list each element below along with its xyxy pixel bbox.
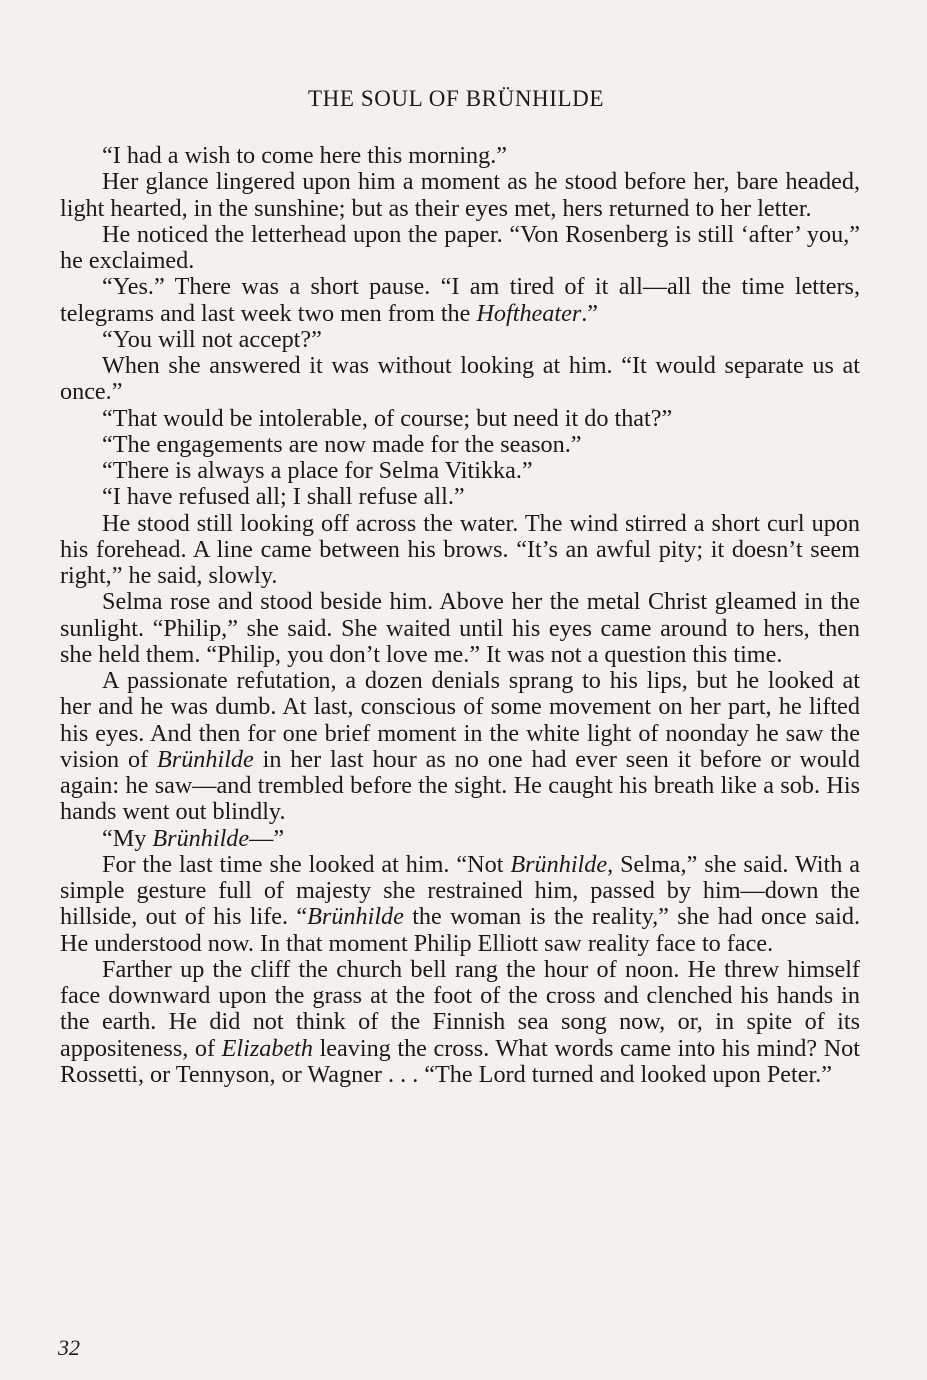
text-run: the woman is the reality,” she had once said. He understood now. In that moment Philip Elliott saw reality face to face. bbox=[60, 903, 860, 957]
text-run: For the last time she looked at him. “Not bbox=[102, 850, 511, 878]
paragraph bbox=[60, 222, 860, 275]
text-run: Farther up the cliff the church bell rang the hour of noon. He threw himself face downward upon the grass at the foot of the cross and clenched his hands in the earth. He did not think of the Finnish sea song now, or, in spite of its appositeness, of bbox=[60, 955, 860, 1062]
paragraph bbox=[60, 589, 860, 668]
page-number: 32 bbox=[58, 1335, 80, 1360]
text-run: .” bbox=[581, 299, 599, 327]
text-run: “The engagements are now made for the season.” bbox=[102, 430, 582, 458]
text-run: He noticed the letterhead upon the paper. “Von Rosenberg is still ‘after’ you,” he exclaimed. bbox=[60, 220, 860, 274]
text-run: in her last hour as no one had ever seen it before or would again: he saw—and trembled before the sight. He caught his breath like a sob. His hands went out blindly. bbox=[60, 745, 860, 826]
text-run: When she answered it was without looking at him. “It would separate us at once.” bbox=[60, 352, 860, 406]
text-run: He stood still looking off across the water. The wind stirred a short curl upon his forehead. A line came between his brows. “It’s an awful pity; it doesn’t seem right,” he said, slowly. bbox=[60, 509, 860, 589]
paragraph bbox=[60, 458, 860, 484]
italic-text: Brünhilde bbox=[307, 903, 404, 931]
paragraph bbox=[60, 511, 860, 590]
italic-text: Brünhilde bbox=[510, 850, 608, 878]
text-run: A passionate refutation, a dozen denials sprang to his lips, but he looked at her and he was dumb. At last, conscious of some movement on her part, he lifted his eyes. And then for one brief moment in the white light of noonday he saw the vision of bbox=[60, 667, 860, 773]
text-run: , Selma,” she said. With a simple gesture full of majesty she restrained him, passed by him—down the hillside, out of his life. “ bbox=[60, 850, 861, 931]
italic-text: Brünhilde bbox=[157, 745, 254, 773]
paragraph bbox=[60, 143, 860, 169]
paragraph bbox=[60, 406, 860, 432]
text-run: “I have refused all; I shall refuse all.” bbox=[102, 483, 465, 511]
text-run: “Yes.” There was a short pause. “I am tired of it all—all the time letters, telegrams and last week two men from the bbox=[60, 273, 860, 327]
paragraph bbox=[60, 484, 860, 510]
paragraph bbox=[60, 826, 860, 852]
paragraph bbox=[60, 353, 860, 406]
text-run: “You will not accept?” bbox=[102, 325, 322, 353]
text-run: “My bbox=[102, 824, 153, 852]
running-head: THE SOUL OF BRÜNHILDE bbox=[307, 86, 605, 111]
text-run: Her glance lingered upon him a moment as he stood before her, bare headed, light hearted, in the sunshine; but as their eyes met, hers returned to her letter. bbox=[60, 168, 860, 222]
text-run: “That would be intolerable, of course; but need it do that?” bbox=[102, 404, 673, 432]
italic-text: Brünhilde bbox=[152, 824, 250, 852]
italic-text: Hoftheater bbox=[476, 299, 582, 327]
paragraph bbox=[60, 327, 860, 353]
text-run: Selma rose and stood beside him. Above her the metal Christ gleamed in the sunlight. “Philip,” she said. She waited until his eyes came around to hers, then she held them. “Philip, you don’t love me.” It was not a question this time. bbox=[60, 588, 860, 668]
paragraph bbox=[60, 274, 860, 327]
paragraph bbox=[60, 169, 860, 222]
text-run: —” bbox=[249, 824, 285, 852]
paragraph bbox=[60, 957, 860, 1088]
paragraph bbox=[60, 668, 860, 826]
text-run: leaving the cross. What words came into his mind? Not Rossetti, or Tennyson, or Wagner . . . “The Lord turned and looked upon Peter.” bbox=[60, 1034, 860, 1088]
paragraph bbox=[60, 852, 860, 957]
text-run: “I had a wish to come here this morning.” bbox=[102, 142, 508, 169]
paragraph bbox=[60, 432, 860, 458]
body-text bbox=[60, 143, 860, 1088]
text-run: “There is always a place for Selma Vitikka.” bbox=[102, 457, 533, 484]
italic-text: Elizabeth bbox=[221, 1034, 313, 1062]
